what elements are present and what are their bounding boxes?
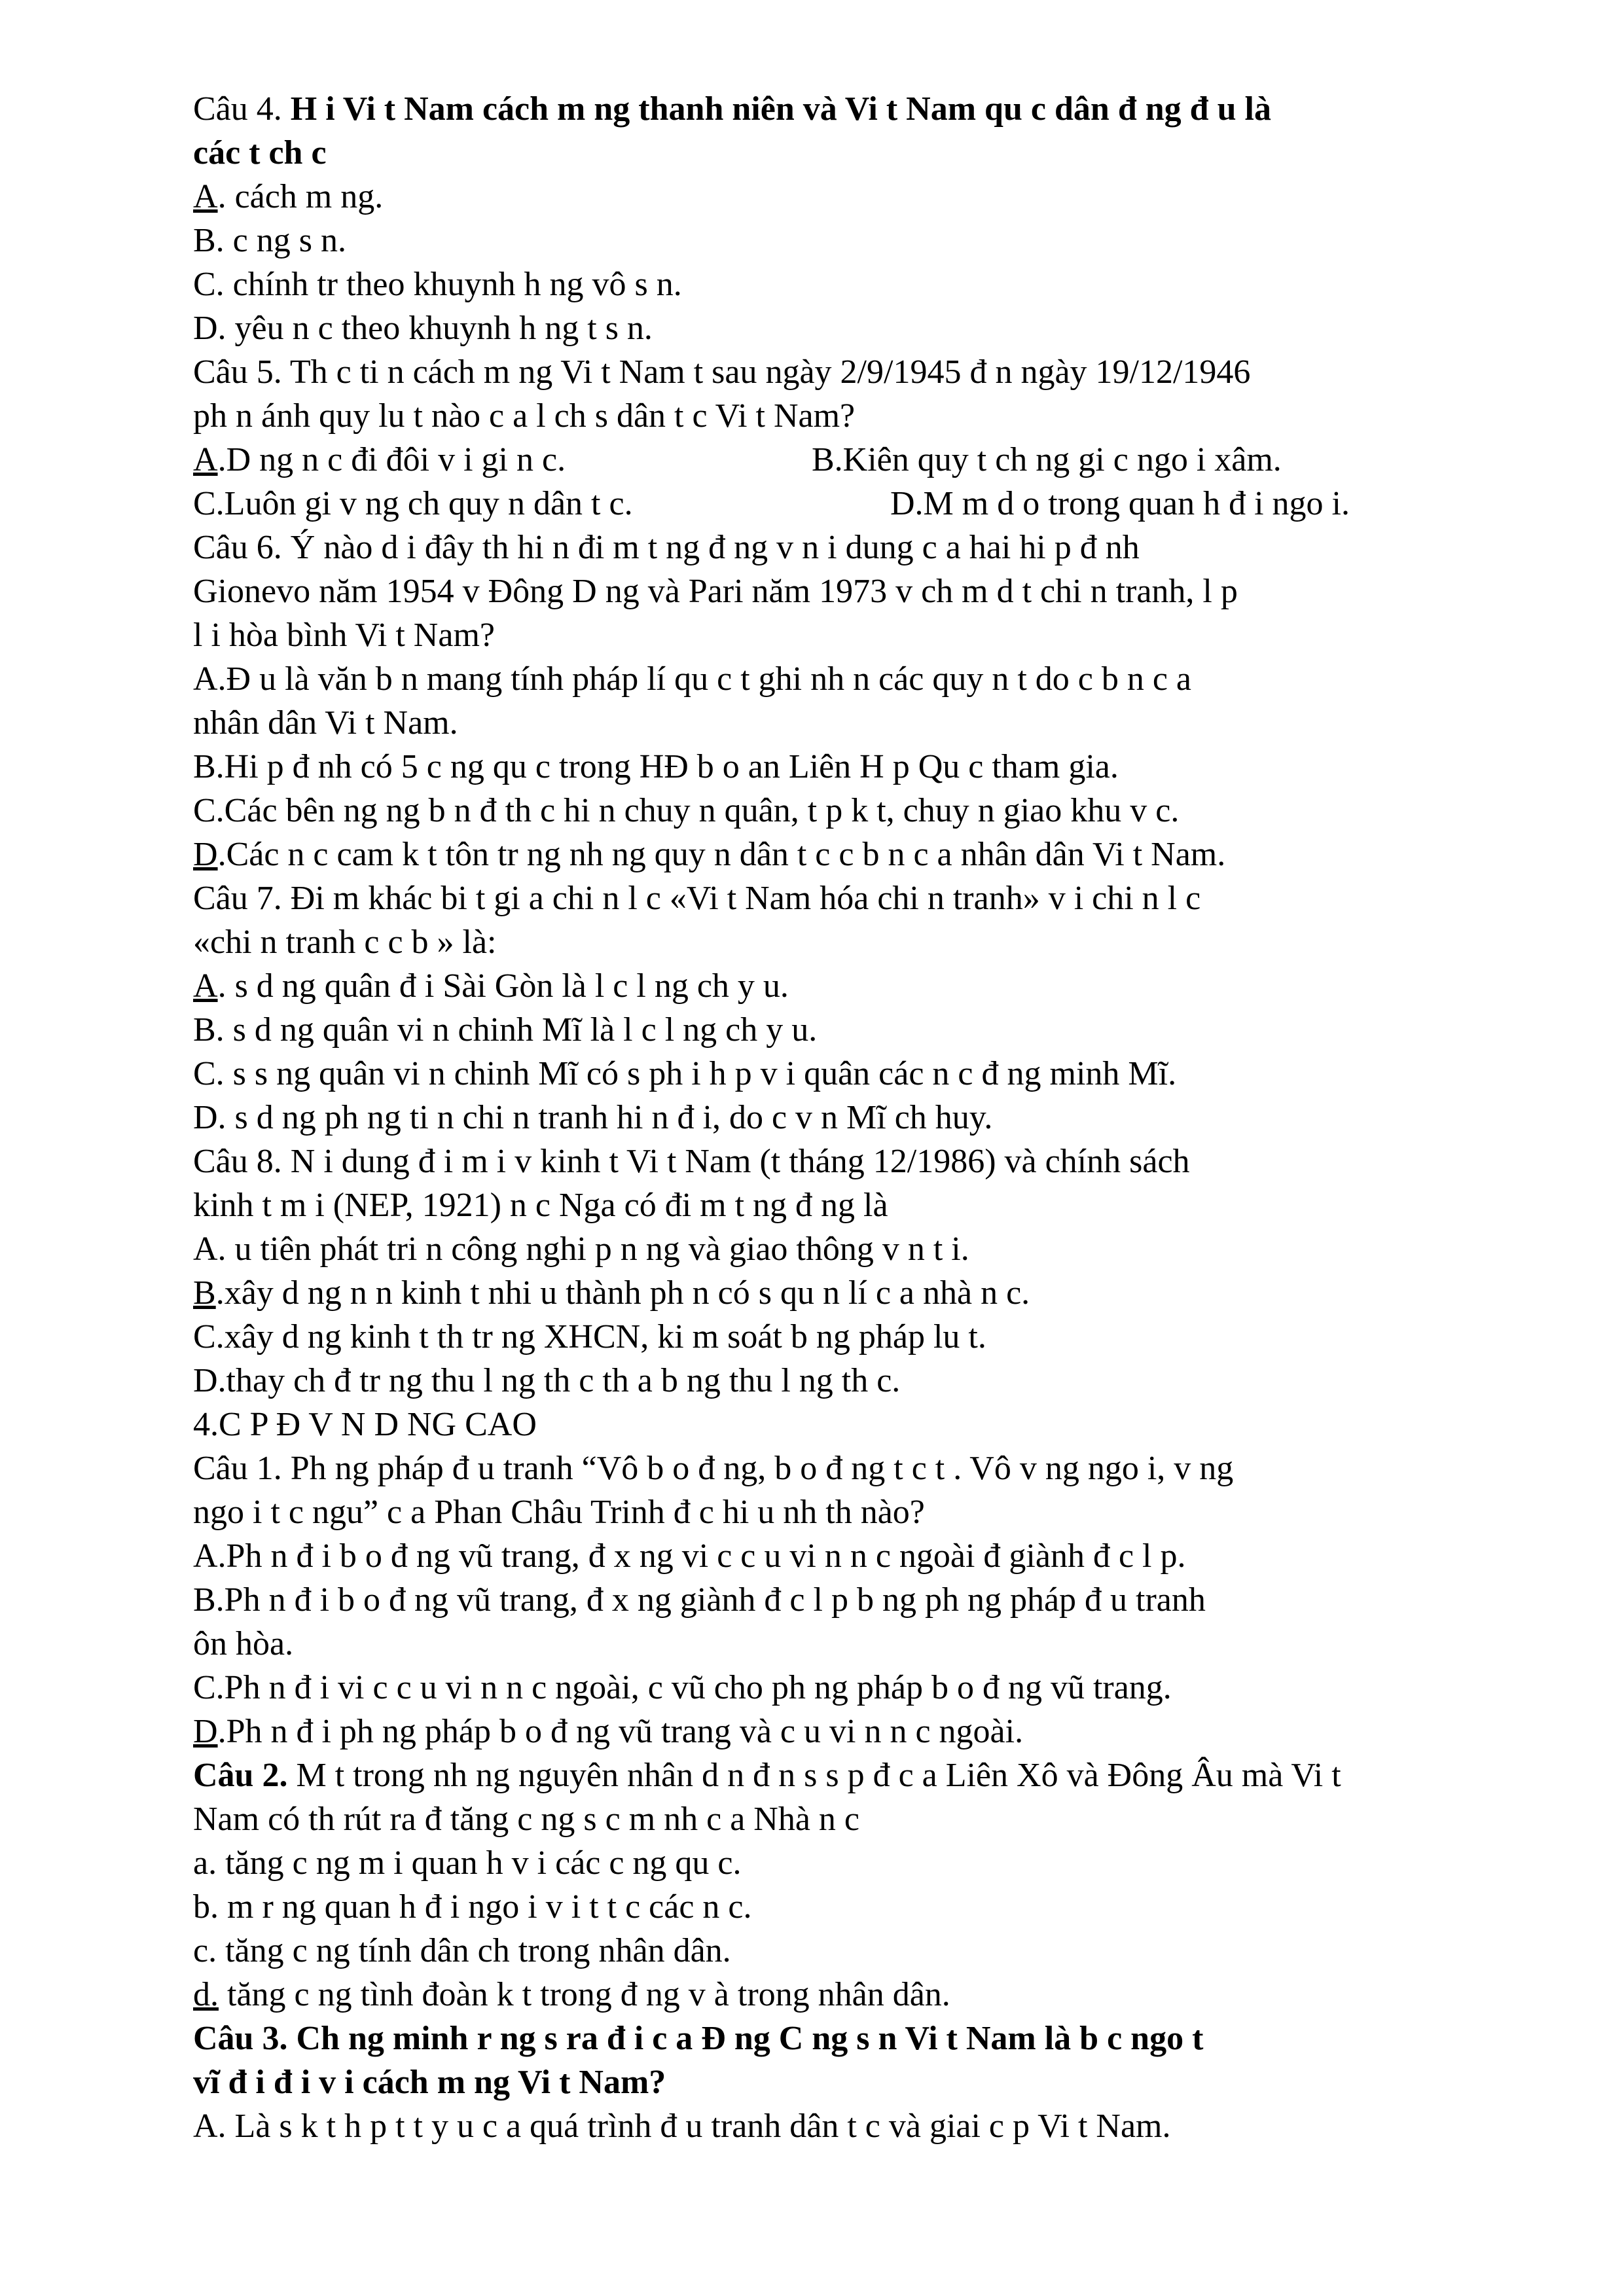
text-segment: .Các n c cam k t tôn tr ng nh ng quy n dân t c c b n c a nhân dân Vi t Nam. [217, 836, 1226, 873]
text-segment: A [193, 967, 218, 1005]
text-line [193, 570, 1509, 613]
text-segment: D. yêu n c theo khuynh h ng t s n. [193, 310, 653, 347]
text-line [193, 526, 1509, 569]
text-segment: Câu 3. Ch ng minh r ng s ra đ i c a Đ ng C ng s n Vi t Nam là b c ngo t [193, 2020, 1204, 2057]
text-segment: 4.C P Đ V N D NG CAO [193, 1406, 537, 1443]
text-segment: tăng c ng tình đoàn k t trong đ ng v à trong nhân dân. [219, 1976, 950, 2013]
text-line [193, 1666, 1509, 1710]
text-segment: c. tăng c ng tính dân ch trong nhân dân. [193, 1932, 731, 1969]
text-segment: Câu 1. Ph ng pháp đ u tranh “Vô b o đ ng, b o đ ng t c t . Vô v ng ngo i, v ng [193, 1450, 1234, 1487]
text-line [193, 789, 1509, 833]
text-segment: nhân dân Vi t Nam. [193, 704, 458, 742]
text-line [193, 219, 1509, 262]
text-line [193, 702, 1509, 745]
text-segment: C.xây d ng kinh t th tr ng XHCN, ki m soát b ng pháp lu t. [193, 1318, 986, 1355]
text-segment: Câu 5. Th c ti n cách m ng Vi t Nam t sau ngày 2/9/1945 đ n ngày 19/12/1946 [193, 353, 1251, 391]
text-line [193, 1842, 1509, 1885]
text-segment: Gionevo năm 1954 v Đông D ng và Pari năm 1973 v ch m d t chi n tranh, l p [193, 573, 1238, 610]
text-segment: D [193, 1713, 218, 1750]
text-segment: ph n ánh quy lu t nào c a l ch s dân t c Vi t Nam? [193, 397, 856, 435]
text-segment: B.Ph n đ i b o đ ng vũ trang, đ x ng giành đ c l p b ng ph ng pháp đ u tranh [193, 1581, 1206, 1619]
text-line [193, 1272, 1509, 1315]
text-segment: B. s d ng quân vi n chinh Mĩ là l c l ng ch y u. [193, 1011, 818, 1049]
text-segment: ngo i t c ngu” c a Phan Châu Trinh đ c hi u nh th nào? [193, 1494, 925, 1531]
text-segment: B.Hi p đ nh có 5 c ng qu c trong HĐ b o an Liên H p Qu c tham gia. [193, 748, 1119, 785]
text-line [193, 1579, 1509, 1622]
text-line [193, 1886, 1509, 1929]
text-segment: A [193, 441, 218, 478]
text-segment: b. m r ng quan h đ i ngo i v i t t c các n c. [193, 1888, 752, 1926]
text-line [193, 1052, 1509, 1096]
text-line [193, 1140, 1509, 1183]
text-segment: . cách m ng. [217, 178, 384, 215]
text-segment: ôn hòa. [193, 1625, 294, 1662]
text-segment: Câu 4. [193, 90, 291, 128]
text-segment: B [193, 1274, 216, 1312]
text-line [193, 175, 1509, 219]
text-segment: Câu 2. [193, 1757, 288, 1794]
text-line [193, 263, 1509, 306]
text-segment: Câu 6. Ý nào d i đây th hi n đi m t ng đ ng v n i dung c a hai hi p đ nh [193, 529, 1140, 566]
text-segment: D [193, 836, 218, 873]
text-segment: Nam có th rút ra đ tăng c ng s c m nh c a Nhà n c [193, 1801, 860, 1838]
text-line [193, 1403, 1509, 1446]
text-line [193, 745, 1509, 789]
text-line [193, 351, 1509, 394]
text-segment: .Ph n đ i ph ng pháp b o đ ng vũ trang và c u vi n n c ngoài. [217, 1713, 1024, 1750]
text-segment: H i Vi t Nam cách m ng thanh niên và Vi t Nam qu c dân đ ng đ u là [290, 90, 1271, 128]
text-line [193, 1929, 1509, 1973]
text-segment: . s d ng quân đ i Sài Gòn là l c l ng ch y u. [217, 967, 789, 1005]
text-segment: C.Ph n đ i vi c c u vi n n c ngoài, c vũ cho ph ng pháp b o đ ng vũ trang. [193, 1669, 1172, 1706]
text-segment: a. tăng c ng m i quan h v i các c ng qu c. [193, 1844, 742, 1882]
text-segment: D.thay ch đ tr ng thu l ng th c th a b ng thu l ng th c. [193, 1362, 901, 1399]
text-line [193, 1973, 1509, 2017]
text-line [193, 1798, 1509, 1841]
text-line [193, 88, 1509, 131]
text-line [193, 1710, 1509, 1753]
text-line [193, 1623, 1509, 1666]
text-segment: kinh t m i (NEP, 1921) n c Nga có đi m t ng đ ng là [193, 1187, 888, 1224]
text-line [193, 439, 1509, 482]
option-second-column: D.M m d o trong quan h đ i ngo i. [890, 485, 1350, 522]
text-line [193, 395, 1509, 438]
text-line [193, 482, 1509, 526]
text-line [193, 1447, 1509, 1490]
text-line [193, 2061, 1509, 2104]
text-line [193, 1359, 1509, 1403]
text-segment: C. s s ng quân vi n chinh Mĩ có s ph i h p v i quân các n c đ ng minh Mĩ. [193, 1055, 1177, 1092]
text-line [193, 1316, 1509, 1359]
text-line [193, 833, 1509, 876]
text-segment: A.Ph n đ i b o đ ng vũ trang, đ x ng vi c c u vi n n c ngoài đ giành đ c l p. [193, 1537, 1186, 1575]
text-segment: B. c ng s n. [193, 222, 346, 259]
text-segment: .xây d ng n n kinh t nhi u thành ph n có s qu n lí c a nhà n c. [215, 1274, 1030, 1312]
text-segment: l i hòa bình Vi t Nam? [193, 617, 495, 654]
text-segment: các t ch c [193, 134, 327, 171]
text-segment: Câu 8. N i dung đ i m i v kinh t Vi t Nam (t tháng 12/1986) và chính sách [193, 1143, 1190, 1180]
text-line [193, 1009, 1509, 1052]
text-line [193, 965, 1509, 1008]
text-segment: A.Đ u là văn b n mang tính pháp lí qu c t ghi nh n các quy n t do c b n c a [193, 660, 1192, 698]
text-segment: .D ng n c đi đôi v i gi n c. [217, 441, 566, 478]
text-line [193, 1184, 1509, 1227]
text-segment: A. u tiên phát tri n công nghi p n ng và giao thông v n t i. [193, 1230, 969, 1268]
text-segment: vĩ đ i đ i v i cách m ng Vi t Nam? [193, 2064, 666, 2101]
option-second-column: B.Kiên quy t ch ng gi c ngo i xâm. [812, 441, 1282, 478]
text-line [193, 614, 1509, 657]
text-segment: A. Là s k t h p t t y u c a quá trình đ u tranh dân t c và giai c p Vi t Nam. [193, 2108, 1171, 2145]
text-segment: C.Luôn gi v ng ch quy n dân t c. [193, 485, 633, 522]
text-segment: C. chính tr theo khuynh h ng vô s n. [193, 266, 682, 303]
text-segment: M t trong nh ng nguyên nhân d n đ n s s p đ c a Liên Xô và Đông Âu mà Vi t [287, 1757, 1341, 1794]
text-line [193, 658, 1509, 701]
text-line [193, 1491, 1509, 1534]
text-line [193, 1096, 1509, 1139]
text-segment: «chi n tranh c c b » là: [193, 924, 497, 961]
text-line [193, 2017, 1509, 2060]
text-line [193, 132, 1509, 175]
text-line [193, 921, 1509, 964]
text-segment: d. [193, 1976, 219, 2013]
text-line [193, 877, 1509, 920]
text-segment: A [193, 178, 218, 215]
text-segment: Câu 7. Đi m khác bi t gi a chi n l c «Vi t Nam hóa chi n tranh» v i chi n l c [193, 880, 1201, 917]
text-segment: C.Các bên ng ng b n đ th c hi n chuy n quân, t p k t, chuy n giao khu v c. [193, 792, 1180, 829]
text-segment: D. s d ng ph ng ti n chi n tranh hi n đ i, do c v n Mĩ ch huy. [193, 1099, 993, 1136]
text-line [193, 1228, 1509, 1271]
text-line [193, 2105, 1509, 2148]
text-line [193, 1754, 1509, 1797]
text-line [193, 1535, 1509, 1578]
text-line [193, 307, 1509, 350]
